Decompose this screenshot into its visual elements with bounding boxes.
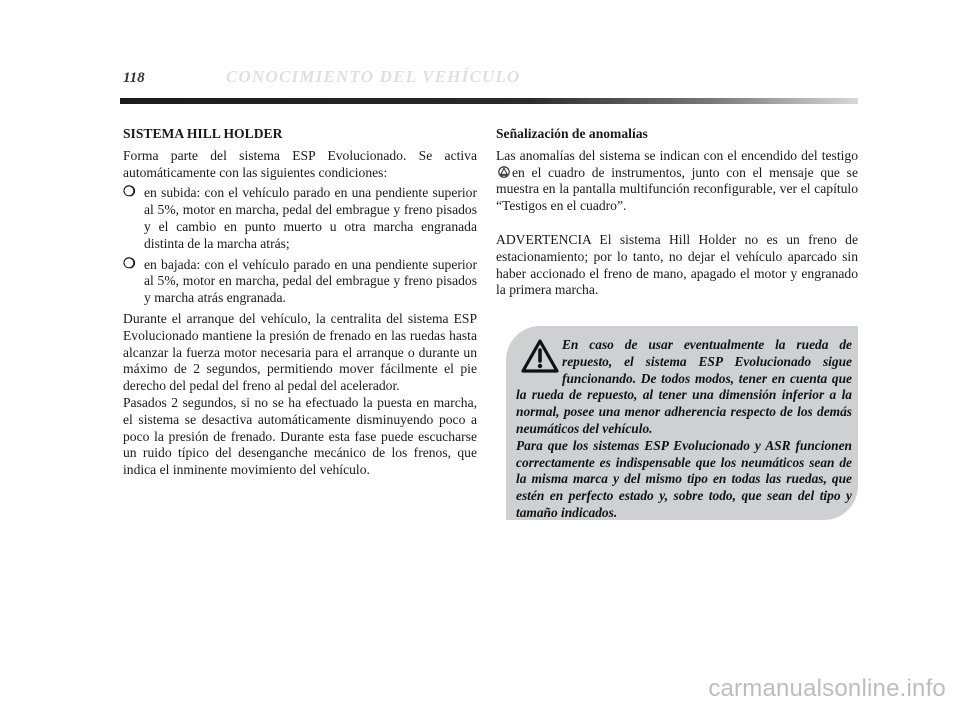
list-item (123, 257, 477, 307)
header-rule (120, 98, 858, 104)
list-item (123, 185, 477, 252)
section-heading-anomalies: Señalización de anomalías (496, 126, 648, 141)
running-title: CONOCIMIENTO DEL VEHÍCULO (226, 67, 521, 86)
circle-bullet-icon: ❍ (123, 256, 136, 272)
esp-warning-light-icon (498, 166, 510, 178)
list-item-text: en bajada: con el vehículo parado en una pendiente superior al 5%, motor en marcha, pedal del embrague y freno pisados y marcha atrás engranada. (144, 256, 477, 306)
right-column (496, 126, 858, 299)
warning-box (506, 326, 858, 520)
list-item-text: en subida: con el vehículo parado en una pendiente superior al 5%, motor en marcha, pedal del embrague y freno pisados y el cambio en punto muerto u otra marcha engranada distinta de la marcha atrás; (144, 185, 477, 251)
section-heading-hill-holder: SISTEMA HILL HOLDER (123, 126, 283, 141)
warning-paragraph: En caso de usar eventualmente la rueda de repuesto, el sistema ESP Evolucionado sigue funcionando. De todos modos, tener en cuenta que la rueda de repuesto, al tener una dimensión inferior a la normal, posee una menor adherencia respecto de los demás neumáticos del vehículo. (516, 337, 852, 436)
body-paragraph: Durante el arranque del vehículo, la centralita del sistema ESP Evolucionado mantiene la presión de frenado en las ruedas hasta alcanzar la fuerza motor necesaria para el arranque o durante un máximo de 2 segundos, permitiendo mover fácilmente el pie derecho del pedal del freno al pedal del acelerador. (123, 310, 477, 394)
watermark: carmanualsonline.info (708, 675, 946, 702)
condition-list (123, 185, 477, 307)
intro-paragraph: Forma parte del sistema ESP Evolucionado. Se activa automáticamente con las siguientes condiciones: (123, 147, 477, 180)
advertencia-paragraph: ADVERTENCIA El sistema Hill Holder no es un freno de estacionamiento; por lo tanto, no dejar el vehículo aparcado sin haber accionado el freno de mano, apagado el motor y engranado la primera marcha. (496, 231, 858, 298)
body-paragraph (496, 148, 858, 215)
left-column (123, 126, 477, 479)
body-paragraph: Pasados 2 segundos, si no se ha efectuado la puesta en marcha, el sistema se desactiva automáticamente disminuyendo poco a poco la presión de frenado. Durante esta fase puede escucharse un ruido típico del desenganche mecánico de los frenos, que indica el inminente movimiento del vehículo. (123, 394, 477, 478)
circle-bullet-icon: ❍ (123, 185, 136, 201)
warning-text (516, 337, 852, 522)
paragraph-text: Las anomalías del sistema se indican con el encendido del testigo (496, 147, 858, 163)
page-number: 118 (123, 70, 145, 86)
warning-paragraph: Para que los sistemas ESP Evolucionado y ASR funcionen correctamente es indispensable que los neumáticos sean de la misma marca y del mismo tipo en todas las ruedas, que estén en perfecto estado y, sobre todo, que sean del tipo y tamaño indicados. (516, 437, 852, 520)
paragraph-text: en el cuadro de instrumentos, junto con el mensaje que se muestra en la pantalla multifunción reconfigurable, ver el capítulo “Testigos en el cuadro”. (496, 164, 858, 214)
